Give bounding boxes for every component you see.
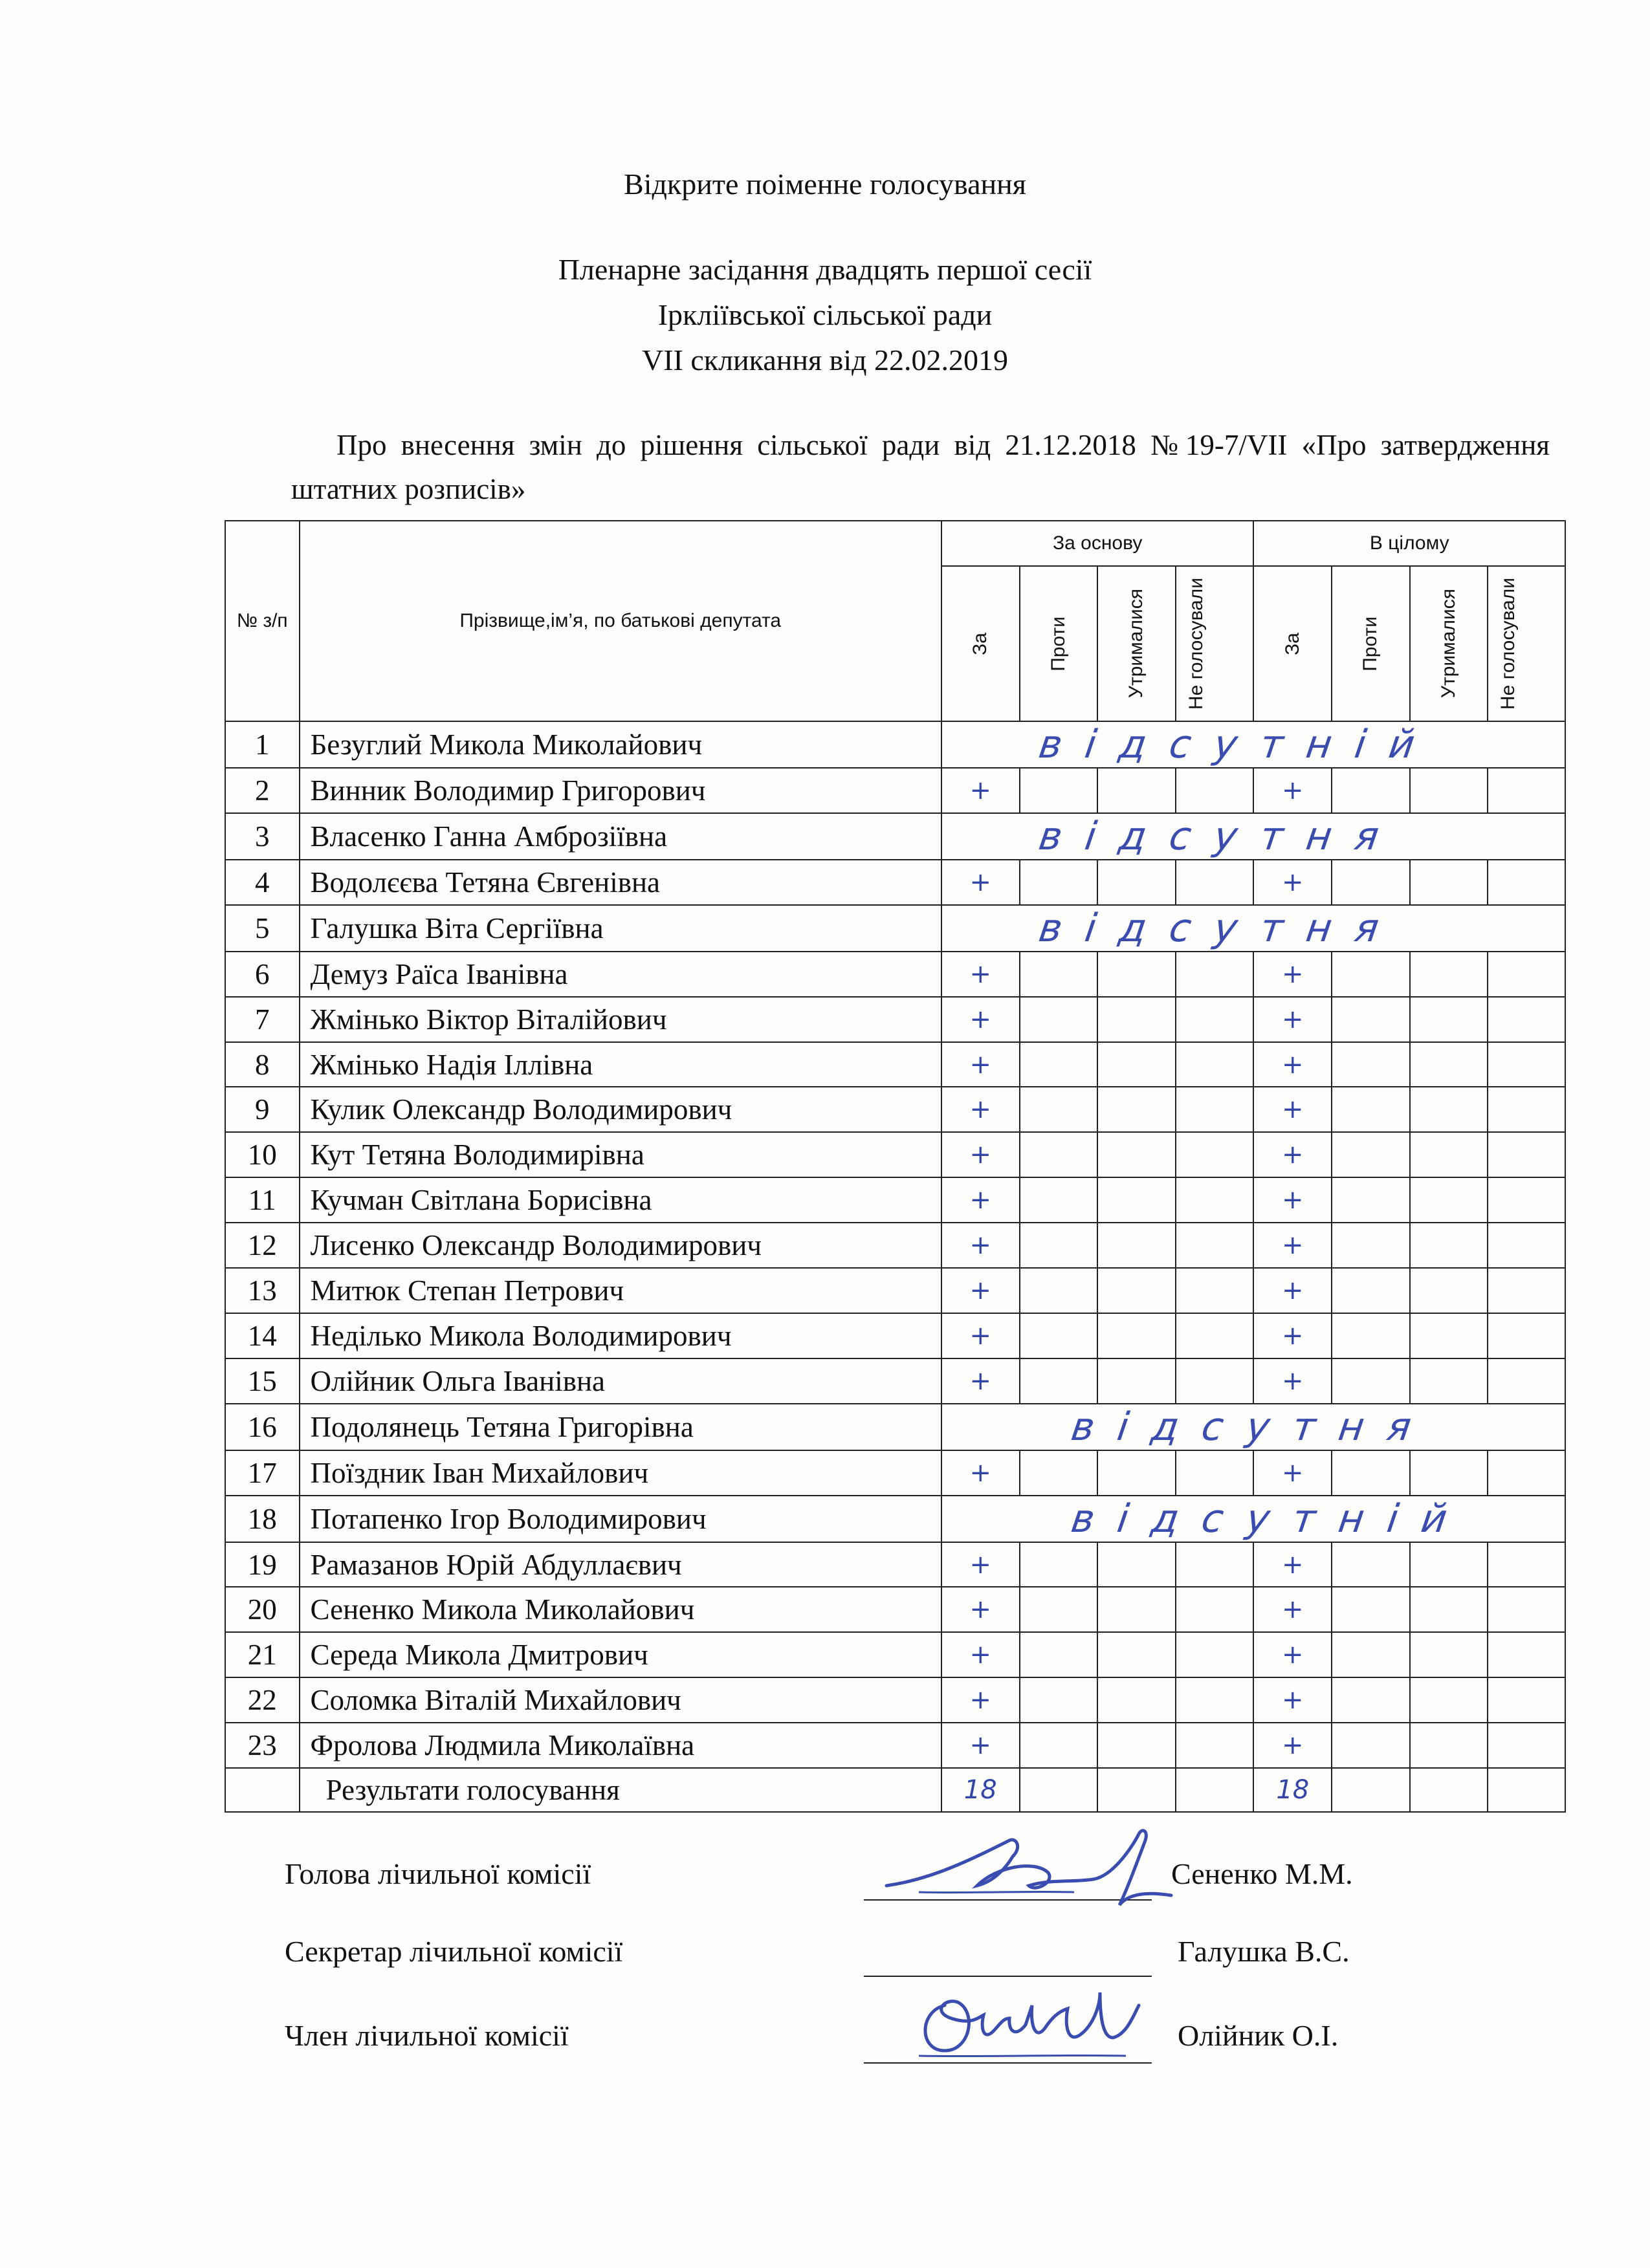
row-deputy-name: Безуглий Микола Миколайович <box>300 721 941 768</box>
row-basis-for: + <box>941 952 1020 997</box>
row-basis-for: + <box>941 1450 1020 1496</box>
row-whole-empty <box>1410 1587 1488 1632</box>
row-absence-note <box>941 813 1565 860</box>
row-number: 8 <box>225 1042 300 1087</box>
row-whole-empty <box>1488 1042 1565 1087</box>
row-whole-empty <box>1332 1313 1410 1358</box>
row-whole-for: + <box>1253 1723 1332 1768</box>
row-whole-empty <box>1488 768 1565 813</box>
signature-name-1: Сененко М.М. <box>1171 1857 1353 1890</box>
row-basis-empty <box>1097 1042 1176 1087</box>
row-basis-empty <box>1176 1677 1254 1723</box>
row-basis-for: + <box>941 1358 1020 1404</box>
row-number: 17 <box>225 1450 300 1496</box>
row-absence-note <box>941 905 1565 952</box>
row-whole-empty <box>1488 1542 1565 1587</box>
row-whole-empty <box>1410 1723 1488 1768</box>
row-whole-for: + <box>1253 1450 1332 1496</box>
row-basis-empty <box>1176 1132 1254 1177</box>
table-row <box>225 813 1565 860</box>
agenda-text: Про внесення змін до рішення сільської ради від 21.12.2018 №19-7/VII «Про затвердження штатних розписів» <box>291 429 1550 505</box>
row-basis-empty <box>1020 1268 1098 1313</box>
row-whole-empty <box>1410 1177 1488 1223</box>
results-label: Результати голосування <box>300 1768 941 1812</box>
row-whole-empty <box>1410 1542 1488 1587</box>
row-deputy-name: Олійник Ольга Іванівна <box>300 1358 941 1404</box>
results-whole-for: 18 <box>1253 1768 1332 1812</box>
row-basis-for: + <box>941 1632 1020 1677</box>
row-basis-empty <box>1020 1313 1098 1358</box>
header-name: Прізвище,ім’я, по батькові депутата <box>300 521 941 721</box>
row-basis-for: + <box>941 860 1020 905</box>
row-number: 19 <box>225 1542 300 1587</box>
row-whole-empty <box>1332 1042 1410 1087</box>
table-row <box>225 952 1565 997</box>
row-number: 20 <box>225 1587 300 1632</box>
row-whole-for: + <box>1253 1087 1332 1132</box>
row-basis-for: + <box>941 1223 1020 1268</box>
row-basis-empty <box>1176 1042 1254 1087</box>
header-whole-for: За <box>1281 632 1303 655</box>
row-basis-empty <box>1176 1223 1254 1268</box>
row-whole-empty <box>1410 768 1488 813</box>
row-whole-for: + <box>1253 1313 1332 1358</box>
table-row <box>225 1177 1565 1223</box>
row-basis-empty <box>1176 1587 1254 1632</box>
header-basis-for: За <box>969 632 991 655</box>
row-whole-empty <box>1410 952 1488 997</box>
row-absence-note <box>941 1404 1565 1450</box>
row-number: 18 <box>225 1496 300 1542</box>
row-whole-empty <box>1488 1677 1565 1723</box>
row-basis-for: + <box>941 1132 1020 1177</box>
row-basis-empty <box>1176 1087 1254 1132</box>
results-number-cell <box>225 1768 300 1812</box>
voting-rows <box>225 721 1565 1768</box>
row-whole-empty <box>1488 1313 1565 1358</box>
row-whole-empty <box>1488 1358 1565 1404</box>
row-deputy-name: Сененко Микола Миколайович <box>300 1587 941 1632</box>
row-basis-for: + <box>941 1542 1020 1587</box>
row-basis-empty <box>1020 860 1098 905</box>
row-basis-for: + <box>941 1042 1020 1087</box>
row-number: 10 <box>225 1132 300 1177</box>
row-basis-empty <box>1097 860 1176 905</box>
row-basis-for: + <box>941 1268 1020 1313</box>
header-whole-abstain: Утрималися <box>1437 589 1459 699</box>
row-number: 5 <box>225 905 300 952</box>
row-basis-for: + <box>941 1087 1020 1132</box>
row-number: 22 <box>225 1677 300 1723</box>
signature-scribble-3 <box>906 1979 1178 2070</box>
row-basis-for: + <box>941 768 1020 813</box>
row-basis-empty <box>1176 1313 1254 1358</box>
row-basis-empty <box>1097 1632 1176 1677</box>
row-whole-empty <box>1332 768 1410 813</box>
row-basis-for: + <box>941 1587 1020 1632</box>
row-deputy-name: Соломка Віталій Михайлович <box>300 1677 941 1723</box>
row-basis-for: + <box>941 1313 1020 1358</box>
table-row <box>225 1087 1565 1132</box>
table-row <box>225 905 1565 952</box>
table-row <box>225 860 1565 905</box>
row-whole-empty <box>1410 1223 1488 1268</box>
row-whole-for: + <box>1253 952 1332 997</box>
signature-role-1: Голова лічильної комісії <box>285 1857 591 1890</box>
row-number: 3 <box>225 813 300 860</box>
absence-handwriting: відсутня <box>1068 1404 1438 1450</box>
row-whole-empty <box>1410 997 1488 1042</box>
row-number: 11 <box>225 1177 300 1223</box>
row-basis-empty <box>1020 1087 1098 1132</box>
signature-role-3: Член лічильної комісії <box>285 2019 569 2052</box>
row-whole-empty <box>1410 1087 1488 1132</box>
row-whole-for: + <box>1253 1587 1332 1632</box>
signature-scribble-1 <box>880 1821 1184 1918</box>
row-basis-empty <box>1176 768 1254 813</box>
row-whole-empty <box>1410 1632 1488 1677</box>
row-basis-empty <box>1176 952 1254 997</box>
row-basis-empty <box>1176 1450 1254 1496</box>
row-whole-for: + <box>1253 1177 1332 1223</box>
table-row <box>225 1042 1565 1087</box>
row-whole-empty <box>1332 1268 1410 1313</box>
row-whole-for: + <box>1253 1042 1332 1087</box>
row-basis-empty <box>1097 1087 1176 1132</box>
voting-table <box>225 520 1566 1813</box>
absence-handwriting: відсутній <box>1068 1496 1473 1542</box>
row-whole-for: + <box>1253 997 1332 1042</box>
table-row <box>225 1677 1565 1723</box>
row-basis-for: + <box>941 1677 1020 1723</box>
row-whole-for: + <box>1253 1677 1332 1723</box>
row-basis-empty <box>1020 997 1098 1042</box>
row-whole-empty <box>1410 1358 1488 1404</box>
row-whole-empty <box>1488 1268 1565 1313</box>
row-deputy-name: Поїздник Іван Михайлович <box>300 1450 941 1496</box>
row-basis-empty <box>1020 768 1098 813</box>
row-basis-empty <box>1097 1450 1176 1496</box>
row-basis-empty <box>1176 1723 1254 1768</box>
row-basis-empty <box>1020 1223 1098 1268</box>
row-basis-empty <box>1020 1542 1098 1587</box>
row-whole-empty <box>1332 1223 1410 1268</box>
absence-handwriting: відсутня <box>1036 813 1405 859</box>
row-whole-for: + <box>1253 1542 1332 1587</box>
table-row <box>225 997 1565 1042</box>
header-number: № з/п <box>225 521 300 721</box>
row-absence-note <box>941 721 1565 768</box>
absence-handwriting: відсутня <box>1036 905 1405 951</box>
row-deputy-name: Кут Тетяна Володимирівна <box>300 1132 941 1177</box>
row-whole-empty <box>1488 952 1565 997</box>
table-row <box>225 1132 1565 1177</box>
table-row <box>225 1632 1565 1677</box>
row-basis-empty <box>1176 1268 1254 1313</box>
row-basis-empty <box>1097 1677 1176 1723</box>
signature-name-3: Олійник О.І. <box>1178 2019 1339 2052</box>
row-basis-for: + <box>941 997 1020 1042</box>
row-number: 4 <box>225 860 300 905</box>
row-number: 16 <box>225 1404 300 1450</box>
row-deputy-name: Середа Микола Дмитрович <box>300 1632 941 1677</box>
row-whole-empty <box>1488 1177 1565 1223</box>
row-basis-empty <box>1020 1587 1098 1632</box>
row-deputy-name: Лисенко Олександр Володимирович <box>300 1223 941 1268</box>
row-basis-empty <box>1097 1177 1176 1223</box>
row-whole-for: + <box>1253 860 1332 905</box>
row-whole-empty <box>1410 1677 1488 1723</box>
row-deputy-name: Подолянець Тетяна Григорівна <box>300 1404 941 1450</box>
row-basis-empty <box>1020 1042 1098 1087</box>
row-number: 2 <box>225 768 300 813</box>
row-whole-empty <box>1332 860 1410 905</box>
row-whole-for: + <box>1253 1268 1332 1313</box>
table-row <box>225 721 1565 768</box>
row-whole-empty <box>1488 860 1565 905</box>
row-whole-empty <box>1410 1042 1488 1087</box>
row-whole-for: + <box>1253 1223 1332 1268</box>
results-basis-for: 18 <box>941 1768 1020 1812</box>
row-basis-empty <box>1097 1132 1176 1177</box>
row-basis-empty <box>1020 952 1098 997</box>
row-whole-empty <box>1488 1723 1565 1768</box>
row-whole-empty <box>1488 1223 1565 1268</box>
row-whole-for: + <box>1253 1632 1332 1677</box>
row-basis-empty <box>1020 1632 1098 1677</box>
row-whole-empty <box>1332 1632 1410 1677</box>
row-whole-empty <box>1488 1132 1565 1177</box>
row-whole-empty <box>1488 1087 1565 1132</box>
document-title: Відкрите поіменне голосування <box>624 168 1026 201</box>
row-deputy-name: Водолєєва Тетяна Євгенівна <box>300 860 941 905</box>
row-basis-empty <box>1097 952 1176 997</box>
row-number: 15 <box>225 1358 300 1404</box>
signature-line-2 <box>864 1976 1152 1977</box>
row-basis-for: + <box>941 1177 1020 1223</box>
session-line-2: Ірклiївської сільської ради <box>657 298 993 331</box>
table-row <box>225 1313 1565 1358</box>
row-number: 12 <box>225 1223 300 1268</box>
row-basis-empty <box>1176 1177 1254 1223</box>
signature-role-2: Секретар лічильної комісії <box>285 1935 623 1968</box>
row-number: 14 <box>225 1313 300 1358</box>
row-basis-empty <box>1097 1268 1176 1313</box>
row-basis-empty <box>1020 1723 1098 1768</box>
table-row <box>225 1358 1565 1404</box>
table-row <box>225 1450 1565 1496</box>
table-row <box>225 768 1565 813</box>
table-row <box>225 1542 1565 1587</box>
row-deputy-name: Винник Володимир Григорович <box>300 768 941 813</box>
row-deputy-name: Рамазанов Юрій Абдуллаєвич <box>300 1542 941 1587</box>
absence-handwriting: відсутній <box>1036 722 1441 767</box>
row-number: 21 <box>225 1632 300 1677</box>
row-whole-empty <box>1410 860 1488 905</box>
row-deputy-name: Кулик Олександр Володимирович <box>300 1087 941 1132</box>
table-row <box>225 1496 1565 1542</box>
row-number: 7 <box>225 997 300 1042</box>
row-basis-empty <box>1176 997 1254 1042</box>
row-deputy-name: Митюк Степан Петрович <box>300 1268 941 1313</box>
row-basis-for: + <box>941 1723 1020 1768</box>
row-whole-empty <box>1332 1450 1410 1496</box>
row-basis-empty <box>1020 1450 1098 1496</box>
header-whole-not-voted: Не голосували <box>1497 577 1519 710</box>
row-whole-empty <box>1332 1358 1410 1404</box>
row-deputy-name: Жмінько Надія Іллівна <box>300 1042 941 1087</box>
row-whole-empty <box>1332 1723 1410 1768</box>
row-absence-note <box>941 1496 1565 1542</box>
row-whole-empty <box>1410 1313 1488 1358</box>
header-whole-against: Проти <box>1359 616 1381 671</box>
results-row <box>225 1768 1565 1812</box>
row-deputy-name: Галушка Віта Сергіївна <box>300 905 941 952</box>
row-basis-empty <box>1097 1723 1176 1768</box>
row-number: 9 <box>225 1087 300 1132</box>
row-whole-empty <box>1332 1677 1410 1723</box>
row-whole-empty <box>1332 1132 1410 1177</box>
row-whole-empty <box>1332 1087 1410 1132</box>
row-basis-empty <box>1020 1677 1098 1723</box>
session-line-3: VII скликання від 22.02.2019 <box>641 343 1009 376</box>
row-number: 1 <box>225 721 300 768</box>
table-row <box>225 1723 1565 1768</box>
row-whole-empty <box>1488 1632 1565 1677</box>
row-basis-empty <box>1097 1542 1176 1587</box>
row-deputy-name: Кучман Світлана Борисівна <box>300 1177 941 1223</box>
row-basis-empty <box>1020 1358 1098 1404</box>
session-line-1: Пленарне засідання двадцять першої сесії <box>558 253 1092 286</box>
row-basis-empty <box>1097 1587 1176 1632</box>
row-deputy-name: Жмінько Віктор Віталійович <box>300 997 941 1042</box>
header-basis-against: Проти <box>1047 616 1069 671</box>
row-whole-empty <box>1332 997 1410 1042</box>
row-whole-empty <box>1410 1268 1488 1313</box>
header-basis-not-voted: Не голосували <box>1185 577 1207 710</box>
table-row <box>225 1223 1565 1268</box>
row-deputy-name: Власенко Ганна Амброзіївна <box>300 813 941 860</box>
row-basis-empty <box>1176 1542 1254 1587</box>
table-row <box>225 1268 1565 1313</box>
row-basis-empty <box>1176 1632 1254 1677</box>
row-whole-empty <box>1410 1450 1488 1496</box>
row-whole-empty <box>1488 1450 1565 1496</box>
row-whole-empty <box>1410 1132 1488 1177</box>
row-deputy-name: Фролова Людмила Миколаївна <box>300 1723 941 1768</box>
row-deputy-name: Потапенко Ігор Володимирович <box>300 1496 941 1542</box>
row-basis-empty <box>1097 997 1176 1042</box>
row-basis-empty <box>1176 1358 1254 1404</box>
row-number: 13 <box>225 1268 300 1313</box>
row-basis-empty <box>1097 1358 1176 1404</box>
row-whole-for: + <box>1253 1132 1332 1177</box>
row-number: 23 <box>225 1723 300 1768</box>
row-basis-empty <box>1020 1177 1098 1223</box>
row-whole-for: + <box>1253 768 1332 813</box>
row-basis-empty <box>1097 1313 1176 1358</box>
header-group-basis: За основу <box>941 521 1254 566</box>
row-basis-empty <box>1097 1223 1176 1268</box>
row-basis-empty <box>1176 860 1254 905</box>
row-basis-empty <box>1020 1132 1098 1177</box>
row-whole-empty <box>1332 1587 1410 1632</box>
row-whole-empty <box>1332 1542 1410 1587</box>
signature-name-2: Галушка В.С. <box>1178 1935 1350 1968</box>
row-whole-empty <box>1488 997 1565 1042</box>
row-number: 6 <box>225 952 300 997</box>
row-basis-empty <box>1097 768 1176 813</box>
row-whole-empty <box>1332 1177 1410 1223</box>
row-deputy-name: Неділько Микола Володимирович <box>300 1313 941 1358</box>
table-row <box>225 1404 1565 1450</box>
row-whole-for: + <box>1253 1358 1332 1404</box>
header-group-whole: В цілому <box>1253 521 1565 566</box>
row-whole-empty <box>1332 952 1410 997</box>
header-basis-abstain: Утрималися <box>1125 589 1147 699</box>
row-deputy-name: Демуз Раїса Іванівна <box>300 952 941 997</box>
table-row <box>225 1587 1565 1632</box>
row-whole-empty <box>1488 1587 1565 1632</box>
